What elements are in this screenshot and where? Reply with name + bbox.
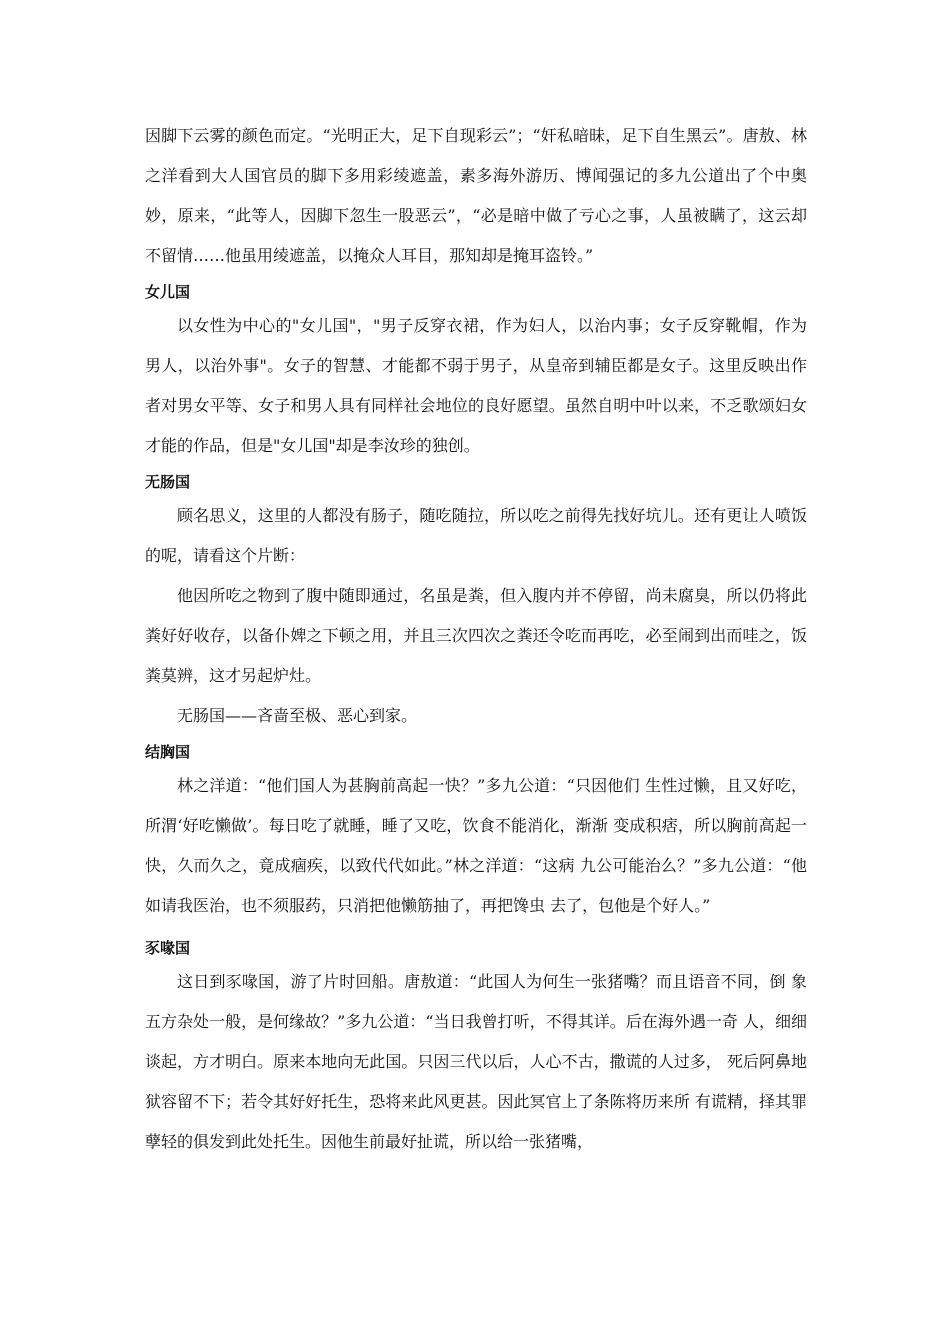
- document-page: [145, 116, 807, 1162]
- section-heading-nvguo: 女儿国: [145, 283, 191, 301]
- section-heading-jiexiongguo: 结胸国: [145, 743, 191, 761]
- body-paragraph: 无肠国——吝啬至极、恶心到家。: [177, 706, 418, 725]
- body-paragraph: 这日到豕喙国，游了片时回船。唐敖道：“此国人为何生一张猪嘴？而且语音不同，倒 象五方杂处一般，是何缘故？”多九公道：“当日我曾打听，不得其详。后在海外遇一奇 人，细细谈起，方才明白。原来本地向无此国。只因三代以后，人心不古，撒谎的人过多， 死后阿鼻地狱容留不下；若令其好好托生，恐将来此风更甚。因此冥官上了条陈将历来所 有谎精，择其罪孽轻的俱发到此处托生。因他生前最好扯谎，所以给一张猪嘴，: [145, 972, 807, 1151]
- quoted-excerpt: 他因所吃之物到了腹中随即通过，名虽是粪，但入腹内并不停留，尚未腐臭，所以仍将此粪好好收存，以备仆婢之下顿之用，并且三次四次之粪还令吃而再吃，必至闹到出而哇之，饭粪莫辨，这才另起炉灶。: [145, 586, 807, 685]
- body-paragraph: 因脚下云雾的颜色而定。“光明正大，足下自现彩云”；“奸私暗昧，足下自生黑云”。唐敖、林之洋看到大人国官员的脚下多用彩绫遮盖，素多海外游历、博闻强记的多九公道出了个中奥妙，原来，“此等人，因脚下忽生一股恶云”，“必是暗中做了亏心之事，人虽被瞒了，这云却不留情……他虽用绫遮盖，以掩众人耳目，那知却是掩耳盗铃。”: [145, 126, 807, 265]
- body-paragraph: 林之洋道：“他们国人为甚胸前高起一快？”多九公道：“只因他们 生性过懒，且又好吃，所渭‘好吃懒做’。每日吃了就睡，睡了又吃，饮食不能消化，渐渐 变成积痞，所以胸前高起一快，久而久之，竟成痼疾，以致代代如此。”林之洋道：“这病 九公可能治么？”多九公道：“他如请我医治，也不须服药，只消把他懒筋抽了，再把馋虫 去了，包他是个好人。”: [145, 776, 807, 915]
- section-heading-wuchangguo: 无肠国: [145, 473, 191, 491]
- body-paragraph: 顾名思义，这里的人都没有肠子，随吃随拉，所以吃之前得先找好坑儿。还有更让人喷饭的呢，请看这个片断：: [145, 506, 807, 565]
- section-heading-shihuiguo: 豕喙国: [145, 939, 191, 957]
- body-paragraph: 以女性为中心的"女儿国"，"男子反穿衣裙，作为妇人，以治内事；女子反穿靴帽，作为男人，以治外事"。女子的智慧、才能都不弱于男子，从皇帝到辅臣都是女子。这里反映出作者对男女平等、女子和男人具有同样社会地位的良好愿望。虽然自明中叶以来，不乏歌颂妇女才能的作品，但是"女儿国"却是李汝珍的独创。: [145, 316, 807, 455]
